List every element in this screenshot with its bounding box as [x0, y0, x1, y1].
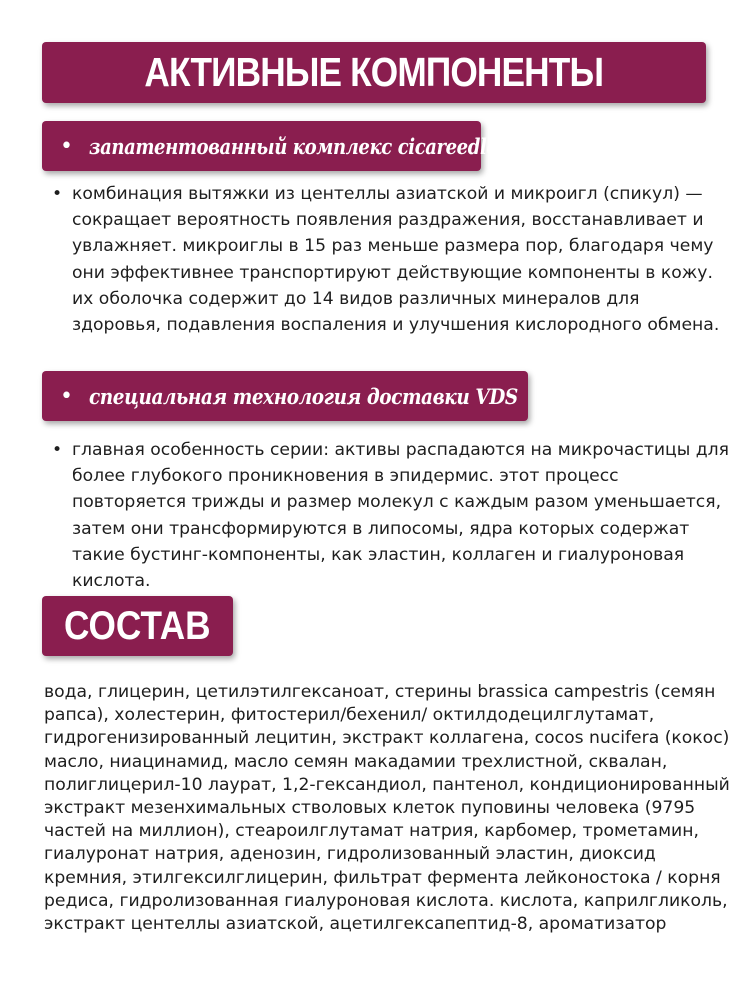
section-description-cicareedle: [52, 181, 732, 338]
page-title: АКТИВНЫЕ КОМПОНЕНТЫ: [144, 49, 604, 95]
header-banner: [42, 42, 706, 103]
section-heading-cicareedle: [42, 121, 498, 171]
bullet-icon: •: [52, 184, 63, 204]
composition-title: СОСТАВ: [64, 603, 211, 648]
bullet-icon: •: [60, 133, 73, 159]
composition-text: вода, глицерин, цетилэтилгексаноат, стерины brassica campestris (семян рапса), холестерин, фитостерил/бехенил/ октилдодецилглутамат, гидрогенизированный лецитин, экстракт коллагена, cocos nucifera (кокос) масло, ниацинамид, масло семян макадамии трехлистной, сквалан, полиглицерил-10 лаурат, 1,2-гександиол, пантенол, кондиционированный экстракт мезенхимальных стволовых клеток пуповины человека (9795 частей на миллион), стеароилглутамат натрия, карбомер, трометамин, гиалуронат натрия, аденозин, гидролизованный эластин, диоксид кремния, этилгексилглицерин, фильтрат фермента лейконостока / корня редиса, гидролизованная гиалуроновая кислота. кислота, каприлгликоль, экстракт центеллы азиатской, ацетилгексапептид-8, ароматизатор: [44, 682, 730, 935]
section-description-vds: [52, 437, 732, 594]
section-title: запатентованный комплекс cicareedle: [88, 133, 498, 159]
bullet-icon: •: [52, 440, 63, 460]
description-text: главная особенность серии: активы распадаются на микрочастицы для более глубокого проникновения в эпидермис. этот процесс повторяется трижды и размер молекул с каждым разом уменьшается, затем они трансформируются в липосомы, ядра которых содержат такие бустинг-компоненты, как эластин, коллаген и гиалуроновая кислота.: [72, 440, 729, 592]
composition-banner: [42, 596, 233, 656]
bullet-icon: •: [60, 383, 73, 409]
section-title: специальная технология доставки VDS: [88, 383, 518, 409]
section-heading-vds: [42, 371, 528, 421]
description-text: комбинация вытяжки из центеллы азиатской и микроигл (спикул) — сокращает вероятность появления раздражения, восстанавливает и увлажняет. микроиглы в 15 раз меньше размера пор, благодаря чему они эффективнее транспортируют действующие компоненты в кожу. их оболочка содержит до 14 видов различных минералов для здоровья, подавления воспаления и улучшения кислородного обмена.: [72, 184, 720, 336]
